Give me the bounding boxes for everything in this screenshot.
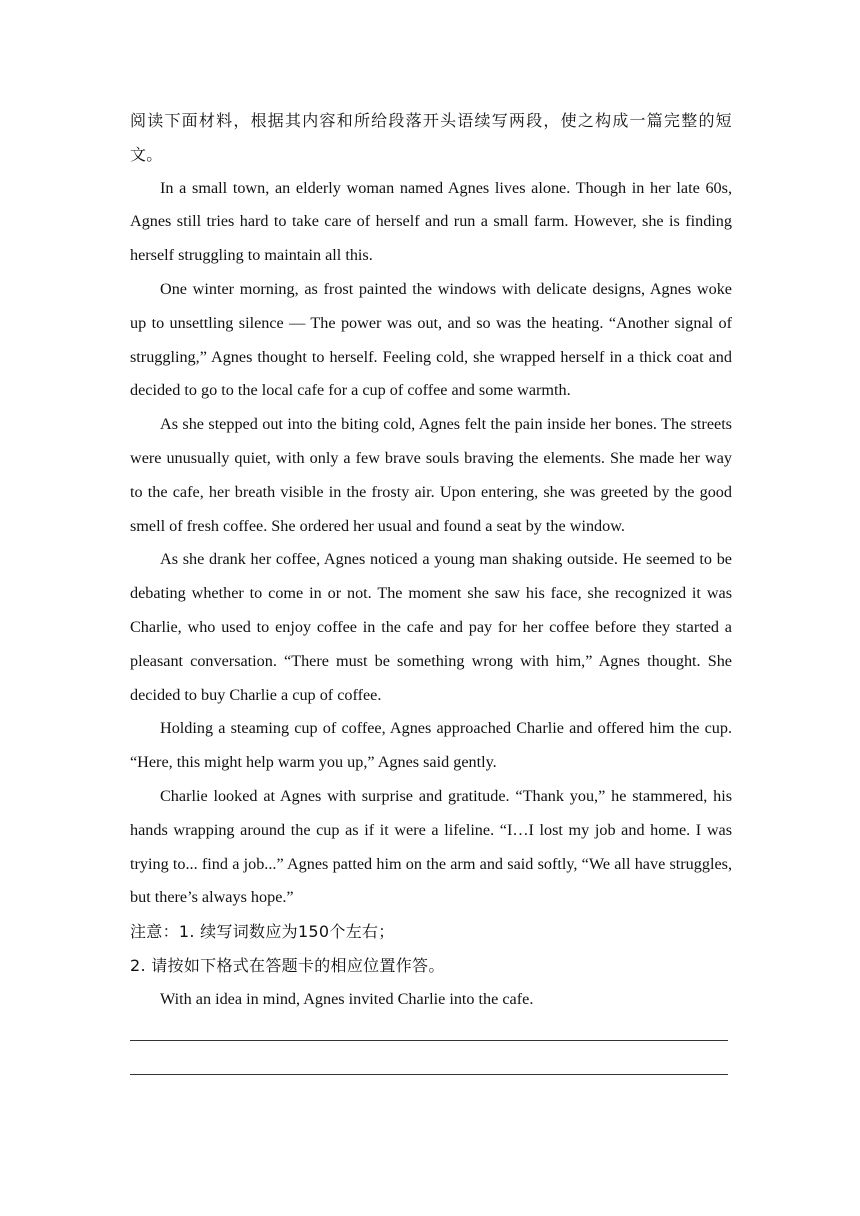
continuation-opening: With an idea in mind, Agnes invited Charlie into the cafe. (160, 989, 534, 1008)
story-paragraph-6: Charlie looked at Agnes with surprise and gratitude. “Thank you,” he stammered, his hands wrapping around the cup as if it were a lifeline. “I…I lost my job and home. I was trying to... find a job...” Agnes patted him on the arm and said softly, “We all have struggles, but there’s always hope.” (130, 786, 732, 907)
story-paragraph-4: As she drank her coffee, Agnes noticed a young man shaking outside. He seemed to be debating whether to come in or not. The moment she saw his face, she recognized it was Charlie, who used to enjoy coffee in the cafe and pay for her coffee before they started a pleasant conversation. “There must be something wrong with him,” Agnes thought. She decided to buy Charlie a cup of coffee. (130, 550, 732, 704)
story-paragraph-1: In a small town, an elderly woman named Agnes lives alone. Though in her late 60s, Agnes still tries hard to take care of herself and run a small farm. However, she is finding herself struggling to maintain all this. (130, 178, 732, 265)
story-paragraph-3: As she stepped out into the biting cold, Agnes felt the pain inside her bones. The streets were unusually quiet, with only a few brave souls braving the elements. She made her way to the cafe, her breath visible in the frosty air. Upon entering, she was greeted by the good smell of fresh coffee. She ordered her usual and found a seat by the window. (130, 415, 732, 535)
note-line-1: 注意：1. 续写词数应为150个左右； (130, 922, 395, 942)
story-paragraph-2: One winter morning, as frost painted the windows with delicate designs, Agnes woke up to unsettling silence — The power was out, and so was the heating. “Another signal of struggling,” Agnes thought to herself. Feeling cold, she wrapped herself in a thick coat and decided to go to the local cafe for a cup of coffee and some warmth. (130, 279, 732, 400)
answer-line-1[interactable] (130, 1040, 728, 1041)
story-paragraph-5: Holding a steaming cup of coffee, Agnes approached Charlie and offered him the cup. “Here, this might help warm you up,” Agnes said gently. (130, 719, 732, 772)
answer-line-2[interactable] (130, 1074, 728, 1075)
note-line-2: 2. 请按如下格式在答题卡的相应位置作答。 (130, 955, 445, 975)
task-instructions: 阅读下面材料，根据其内容和所给段落开头语续写两段，使之构成一篇完整的短文。 (130, 111, 732, 164)
document-page (130, 104, 732, 1075)
